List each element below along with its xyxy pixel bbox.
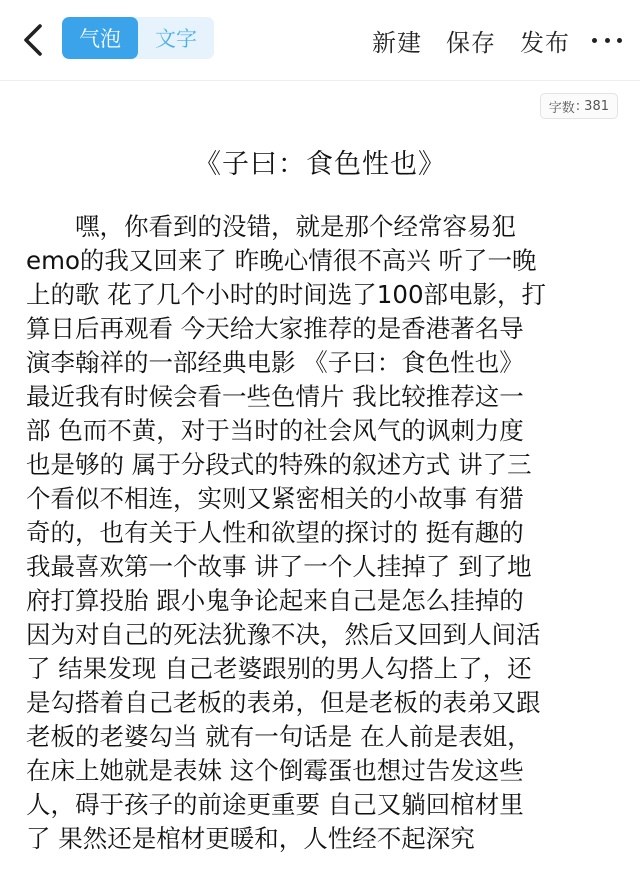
back-button[interactable]: [14, 18, 52, 62]
article-line: 上的歌 花了几个小时的时间选了100部电影，打: [26, 280, 547, 309]
article-line: 我最喜欢第一个故事 讲了一个人挂掉了 到了地: [26, 552, 532, 581]
article-line: 个看似不相连，实则又紧密相关的小故事 有猎: [26, 484, 524, 513]
new-button[interactable]: 新建: [372, 28, 422, 57]
article-line: emo的我又回来了 昨晚心情很不高兴 听了一晚: [26, 246, 537, 275]
word-count-value: 381: [584, 98, 609, 114]
article-line: 演李翰祥的一部经典电影 《子曰：食色性也》: [26, 348, 524, 377]
article-line: 奇的，也有关于人性和欲望的探讨的 挺有趣的: [26, 518, 524, 547]
article-body[interactable]: [26, 210, 618, 856]
article-title[interactable]: 《子曰：食色性也》: [194, 149, 446, 180]
toolbar-actions: [348, 18, 622, 62]
article-line: 最近我有时候会看一些色情片 我比较推荐这一: [26, 382, 524, 411]
word-count-label: 字数: [548, 100, 575, 116]
tab-bubble[interactable]: 气泡: [62, 17, 138, 59]
more-horizontal-icon: [592, 38, 597, 43]
tab-text[interactable]: 文字: [155, 27, 197, 51]
top-toolbar: [0, 0, 640, 81]
article-line: 是勾搭着自己老板的表弟，但是老板的表弟又跟: [26, 688, 541, 717]
chevron-left-icon: [22, 23, 44, 57]
article-line: 了 果然还是棺材更暖和，人性经不起深究: [26, 824, 475, 853]
article-line: 府打算投胎 跟小鬼争论起来自己是怎么挂掉的: [26, 586, 524, 615]
article-line: 嘿，你看到的没错，就是那个经常容易犯: [26, 212, 516, 241]
save-button[interactable]: 保存: [446, 28, 496, 57]
mode-switch: [62, 17, 214, 59]
article-line: 因为对自己的死法犹豫不决，然后又回到人间活: [26, 620, 541, 649]
publish-button[interactable]: 发布: [520, 28, 570, 57]
article-line: 也是够的 属于分段式的特殊的叙述方式 讲了三: [26, 450, 532, 479]
word-count-badge: 字数 : 381: [540, 93, 618, 119]
more-options-button[interactable]: [592, 18, 622, 62]
article-line: 算日后再观看 今天给大家推荐的是香港著名导: [26, 314, 524, 343]
article-line: 了 结果发现 自己老婆跟别的男人勾搭上了，还: [26, 654, 532, 683]
article-line: 部 色而不黄，对于当时的社会风气的讽刺力度: [26, 416, 524, 445]
article-line: 老板的老婆勾当 就有一句话是 在人前是表姐，: [26, 722, 532, 751]
article-line: 在床上她就是表妹 这个倒霉蛋也想过告发这些: [26, 756, 524, 785]
article-line: 人，碍于孩子的前途更重要 自己又躺回棺材里: [26, 790, 524, 819]
